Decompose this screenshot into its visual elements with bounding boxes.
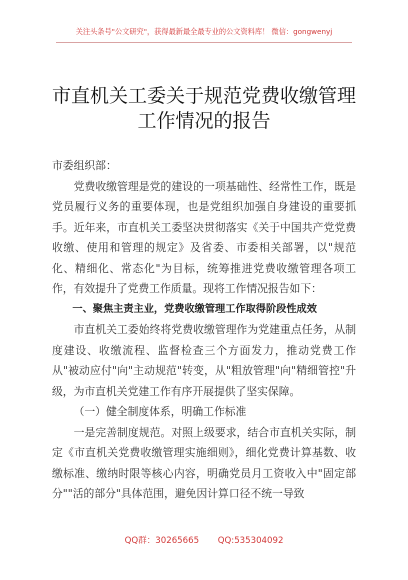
document-body [52,156,356,505]
header-watermark-note: 关注头条号"公文研究"，获得最新最全最专业的公文资料库！ 微信：gongwenyj [75,27,333,36]
header-divider [56,42,352,43]
title-line-1: 市直机关工委关于规范党费收缴管理 [51,85,356,107]
paragraph-subsection-1: 一是完善制度规范。对照上级要求，结合市直机关实际，制定《市直机关党费收缴管理实施细则》，细化党费计算基数、收缴标准、缴纳时限等核心内容，明确党员月工资收入中"固定部分""活的部分"具体范围，避免因计算口径不统一导致 [52,425,356,500]
section-heading-1: 一、聚焦主责主业，党费收缴管理工作取得阶段性成效 [72,303,317,315]
paragraph-intro: 党费收缴管理是党的建设的一项基础性、经常性工作，既是党员履行义务的重要体现，也是党组织加强自身建设的重要抓手。近年来，市直机关工委坚决贯彻落实《关于中国共产党党费收缴、使用和管理的规定》及省委、市委相关部署，以"规范化、精细化、常态化"为目标，统筹推进党费收缴管理各项工作，有效提升了党费工作质量。现将工作情况报告如下： [52,179,356,295]
paragraph-section-1: 市直机关工委始终将党费收缴管理作为党建重点任务，从制度建设、收缴流程、监督检查三个方面发力，推动党费工作从"被动应付"向"主动规范"转变，从"粗放管理"向"精细管控"升级，为市直机关党建工作有序开展提供了坚实保障。 [52,323,356,398]
title-line-2: 工作情况的报告 [137,110,271,132]
subsection-heading-1: （一）健全制度体系，明确工作标准 [73,405,247,418]
footer-qq: QQ:535304092 [217,536,284,546]
salutation: 市委组织部： [52,159,117,172]
footer-qq-group: QQ群：30265665 [124,536,200,546]
footer-contact-note [0,534,408,546]
document-title [40,84,368,134]
